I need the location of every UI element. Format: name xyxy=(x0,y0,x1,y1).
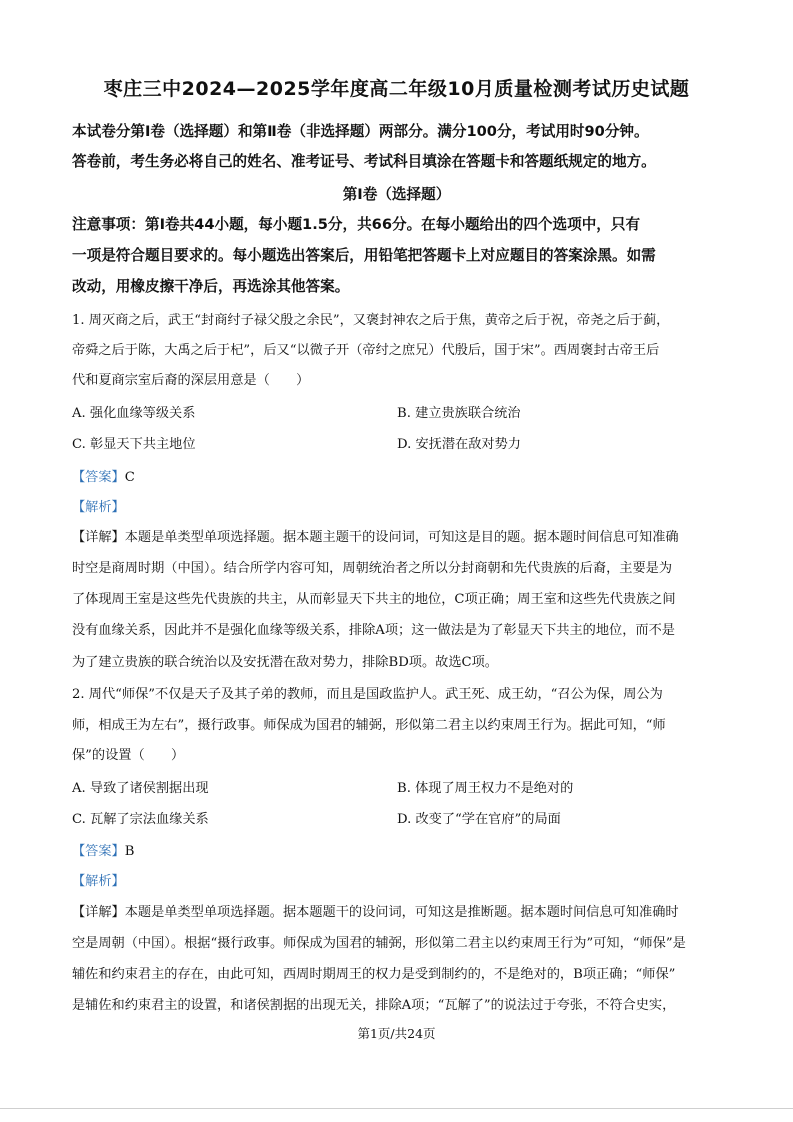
q2-option-d: D. 改变了“学在官府”的局面 xyxy=(397,812,561,827)
exam-title: 枣庄三中2024—2025学年度高二年级10月质量检测考试历史试题 xyxy=(103,78,690,100)
answer-value: B xyxy=(124,844,135,859)
notice-line-3: 改动，用橡皮擦干净后，再选涂其他答案。 xyxy=(72,278,350,295)
notice-line-1: 注意事项：第Ⅰ卷共44小题，每小题1.5分，共66分。在每小题给出的四个选项中，只有 xyxy=(72,216,641,233)
section-title: 第Ⅰ卷（选择题） xyxy=(342,186,451,203)
q2-analysis xyxy=(72,870,724,889)
q1-option-c: C. 彰显天下共主地位 xyxy=(72,437,196,452)
q2-option-b: B. 体现了周王权力不是绝对的 xyxy=(397,781,574,796)
q1-option-a: A. 强化血缘等级关系 xyxy=(72,406,196,421)
intro-line-2: 答卷前，考生务必将自己的姓名、准考证号、考试科目填涂在答题卡和答题纸规定的地方。 xyxy=(72,153,656,170)
q2-stem-line-1: 2. 周代“师保”不仅是天子及其子弟的教师，而且是国政监护人。武王死、成王幼，“召公为保，周公为 xyxy=(72,687,663,702)
notice-line-2: 一项是符合题目要求的。每小题选出答案后，用铅笔把答题卡上对应题目的答案涂黑。如需 xyxy=(72,247,656,264)
q2-option-c: C. 瓦解了宗法血缘关系 xyxy=(72,812,209,827)
q1-detail-line-1 xyxy=(72,526,724,545)
bottom-divider xyxy=(0,1108,793,1109)
page-number: 第1页/共24页 xyxy=(357,1026,436,1041)
q1-detail-line-4: 没有血缘关系，因此并不是强化血缘等级关系，排除A项；这一做法是为了彰显天下共主的地位，而不是 xyxy=(72,623,675,638)
q2-stem-line-2: 师，相成王为左右”，摄行政事。师保成为国君的辅弼，形似第二君主以约束周王行为。据此可知，“师 xyxy=(72,718,666,733)
q1-detail-line-5: 为了建立贵族的联合统治以及安抚潜在敌对势力，排除BD项。故选C项。 xyxy=(72,655,498,670)
q1-detail-line-2: 时空是商周时期（中国）。结合所学内容可知，周朝统治者之所以分封商朝和先代贵族的后裔，主要是为 xyxy=(72,561,673,576)
q1-stem-line-3: 代和夏商宗室后裔的深层用意是（ ） xyxy=(72,373,310,388)
q1-detail-line-3: 了体现周王室是这些先代贵族的共主，从而彰显天下共主的地位，C项正确；周王室和这些先代贵族之间 xyxy=(72,592,676,607)
intro-line-1: 本试卷分第Ⅰ卷（选择题）和第Ⅱ卷（非选择题）两部分。满分100分，考试用时90分钟。 xyxy=(72,123,649,140)
q2-detail-line-2: 空是周朝（中国）。根据“摄行政事。师保成为国君的辅弼，形似第二君主以约束周王行为”可知，“师保”是 xyxy=(72,936,686,951)
detail-text: 本题是单类型单项选择题。据本题题干的设问词，可知这是推断题。据本题时间信息可知准确时 xyxy=(124,905,679,920)
q2-answer xyxy=(72,840,724,859)
q1-analysis xyxy=(72,496,724,515)
q2-detail-line-1 xyxy=(72,901,724,920)
detail-text: 本题是单类型单项选择题。据本题主题干的设问词，可知这是目的题。据本题时间信息可知准确 xyxy=(124,530,679,545)
answer-tag: 【答案】 xyxy=(72,470,125,485)
analysis-tag: 【解析】 xyxy=(72,500,125,515)
q2-stem-line-3: 保”的设置（ ） xyxy=(72,748,185,763)
detail-tag: 【详解】 xyxy=(72,905,125,920)
q1-stem-line-2: 帝舜之后于陈，大禹之后于杞”，后又“以微子开（帝纣之庶兄）代殷后，国于宋”。西周褒封古帝王后 xyxy=(72,343,660,358)
q2-detail-line-3: 辅佐和约束君主的存在，由此可知，西周时期周王的权力是受到制约的，不是绝对的，B项正确；“师保” xyxy=(72,967,676,982)
q2-detail-line-4: 是辅佐和约束君主的设置，和诸侯割据的出现无关，排除A项；“瓦解了”的说法过于夸张，不符合史实， xyxy=(72,998,676,1013)
analysis-tag: 【解析】 xyxy=(72,874,125,889)
detail-tag: 【详解】 xyxy=(72,530,125,545)
answer-value: C xyxy=(124,470,135,485)
q1-stem-line-1: 1. 周灭商之后，武王“封商纣子禄父殷之余民”，又褒封神农之后于焦，黄帝之后于祝，帝尧之后于蓟， xyxy=(72,313,670,328)
q1-option-b: B. 建立贵族联合统治 xyxy=(397,406,521,421)
q2-option-a: A. 导致了诸侯割据出现 xyxy=(72,781,209,796)
answer-tag: 【答案】 xyxy=(72,844,125,859)
q1-answer xyxy=(72,466,724,485)
q1-option-d: D. 安抚潜在敌对势力 xyxy=(397,437,521,452)
